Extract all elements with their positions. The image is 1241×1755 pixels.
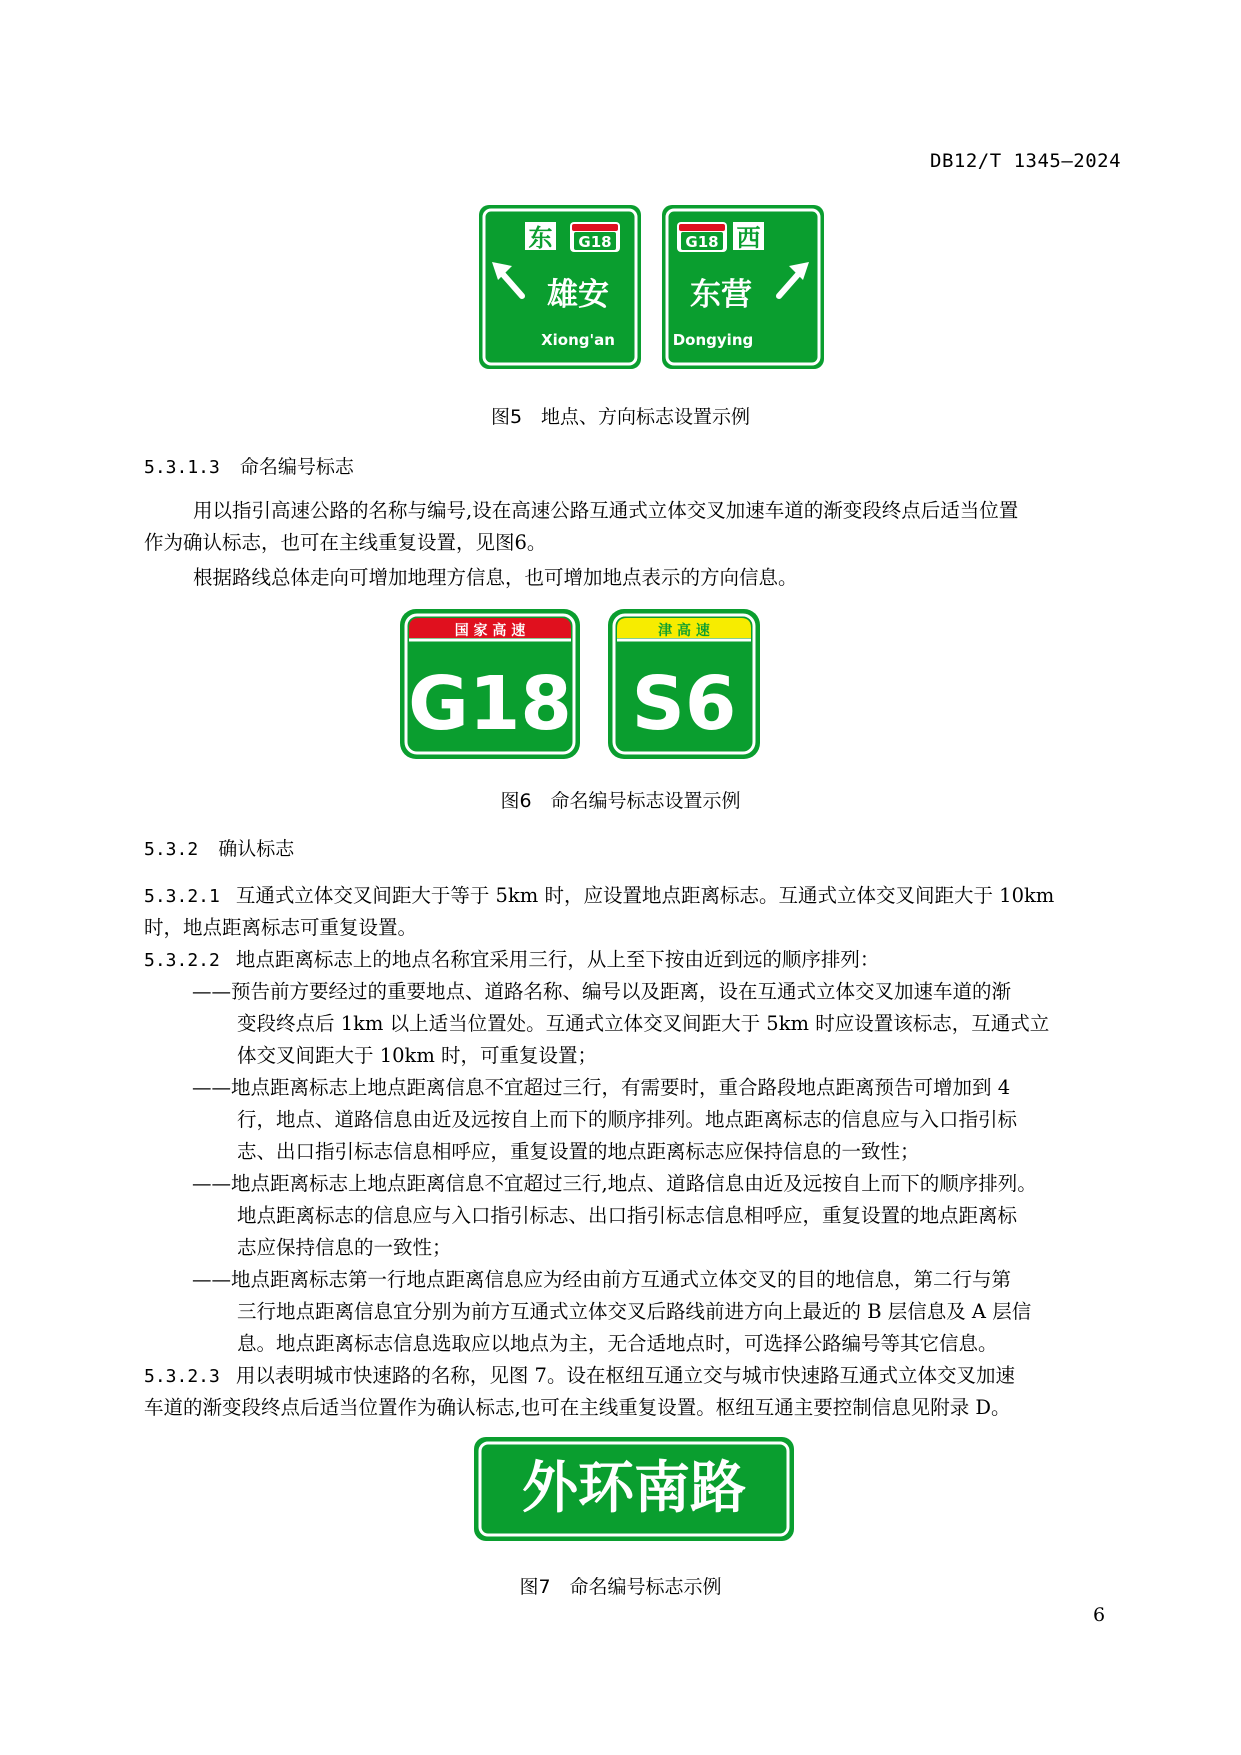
- clause-number: 5.3.2.2: [144, 950, 220, 971]
- route-number: G18: [578, 233, 612, 251]
- paragraph-5313-line2: 作为确认标志，也可在主线重复设置，见图6。: [144, 531, 547, 554]
- clause-text: 用以表明城市快速路的名称，见图 7。设在枢纽互通立交与城市快速路互通式立体交叉加速: [235, 1364, 1015, 1387]
- list-line: 息。地点距离标志信息选取应以地点为主，无合适地点时，可选择公路编号等其它信息。: [237, 1332, 998, 1355]
- expressway-name: 外环南路: [522, 1456, 746, 1521]
- list-item: [192, 1264, 1192, 1360]
- direction-sign-east: [478, 204, 642, 370]
- place-name-cn: 雄安: [547, 277, 609, 313]
- clause-5321-line1: [144, 880, 1144, 913]
- list-dash: ——: [192, 1076, 231, 1099]
- section-5313-heading: [144, 452, 354, 479]
- provincial-expressway-shield: [607, 608, 761, 760]
- section-title: 确认标志: [218, 838, 295, 860]
- shield-header: 国 家 高 速: [454, 623, 526, 639]
- list-dash: ——: [192, 980, 231, 1003]
- list-line: 志、出口指引标志信息相呼应，重复设置的地点距离标志应保持信息的一致性；: [237, 1140, 920, 1163]
- direction-label: 西: [736, 224, 761, 252]
- figure6-caption: 图6 命名编号标志设置示例: [500, 790, 741, 812]
- figure7-caption: 图7 命名编号标志示例: [519, 1576, 722, 1598]
- figure5-caption: 图5 地点、方向标志设置示例: [490, 406, 751, 428]
- list-line: 行，地点、道路信息由近及远按自上而下的顺序排列。地点距离标志的信息应与入口指引标: [237, 1108, 1018, 1131]
- list-line: 三行地点距离信息宜分别为前方互通式立体交叉后路线前进方向上最近的 B 层信息及 A 层信: [237, 1300, 1032, 1323]
- list-line: 体交叉间距大于 10km 时，可重复设置；: [237, 1044, 598, 1067]
- clause-number: 5.3.2.3: [144, 1366, 220, 1387]
- document-id: DB12/T 1345—2024: [930, 150, 1122, 172]
- clause-number: 5.3.2.1: [144, 886, 220, 907]
- list-line: 地点距离标志上地点距离信息不宜超过三行，有需要时，重合路段地点距离预告可增加到 4: [231, 1076, 1011, 1099]
- route-number: G18: [685, 233, 719, 251]
- page-number: 6: [1093, 1604, 1106, 1626]
- shield-header: 津 高 速: [658, 623, 710, 639]
- section-number: 5.3.2: [144, 839, 199, 860]
- list-line: 地点距离标志的信息应与入口指引标志、出口指引标志信息相呼应，重复设置的地点距离标: [237, 1204, 1018, 1227]
- place-name-en: Dongying: [672, 331, 754, 349]
- place-name-en: Xiong'an: [541, 331, 615, 349]
- place-name-cn: 东营: [690, 277, 752, 313]
- expressway-name-sign: [473, 1436, 795, 1542]
- direction-sign-west: [661, 204, 825, 370]
- clause-5322-intro: [144, 944, 1144, 977]
- list-line: 地点距离标志上地点距离信息不宜超过三行,地点、道路信息由近及远按自上而下的顺序排列。: [231, 1172, 1037, 1195]
- section-532-heading: [144, 834, 294, 861]
- list-dash: ——: [192, 1172, 231, 1195]
- clause-text: 地点距离标志上的地点名称宜采用三行，从上至下按由近到远的顺序排列：: [235, 948, 880, 971]
- paragraph-5313-para2: 根据路线总体走向可增加地理方信息，也可增加地点表示的方向信息。: [193, 566, 798, 589]
- list-line: 志应保持信息的一致性；: [237, 1236, 452, 1259]
- route-number: G18: [408, 661, 572, 747]
- list-line: 变段终点后 1km 以上适当位置处。互通式立体交叉间距大于 5km 时应设置该标志，互通式立: [237, 1012, 1050, 1035]
- section-number: 5.3.1.3: [144, 457, 220, 478]
- clause-5323-line1: [144, 1360, 1144, 1393]
- paragraph-5313-line1: 用以指引高速公路的名称与编号,设在高速公路互通式立体交叉加速车道的渐变段终点后适当位置: [193, 499, 1019, 522]
- clause-text: 互通式立体交叉间距大于等于 5km 时，应设置地点距离标志。互通式立体交叉间距大于 10km: [235, 884, 1055, 907]
- clause-5323-line2: 车道的渐变段终点后适当位置作为确认标志,也可在主线重复设置。枢纽互通主要控制信息见附录 D。: [144, 1396, 1011, 1419]
- list-item: [192, 1072, 1192, 1168]
- route-shield-small: [677, 222, 727, 252]
- route-number: S6: [631, 661, 737, 747]
- list-dash: ——: [192, 1268, 231, 1291]
- section-title: 命名编号标志: [239, 456, 354, 478]
- list-line: 预告前方要经过的重要地点、道路名称、编号以及距离，设在互通式立体交叉加速车道的渐: [231, 980, 1012, 1003]
- list-line: 地点距离标志第一行地点距离信息应为经由前方互通式立体交叉的目的地信息，第二行与第: [231, 1268, 1012, 1291]
- list-item: [192, 976, 1192, 1072]
- list-item: [192, 1168, 1192, 1264]
- direction-label: 东: [528, 224, 553, 252]
- clause-5321-line2: 时，地点距离标志可重复设置。: [144, 916, 418, 939]
- national-expressway-shield: [399, 608, 581, 760]
- route-shield-small: [570, 222, 620, 252]
